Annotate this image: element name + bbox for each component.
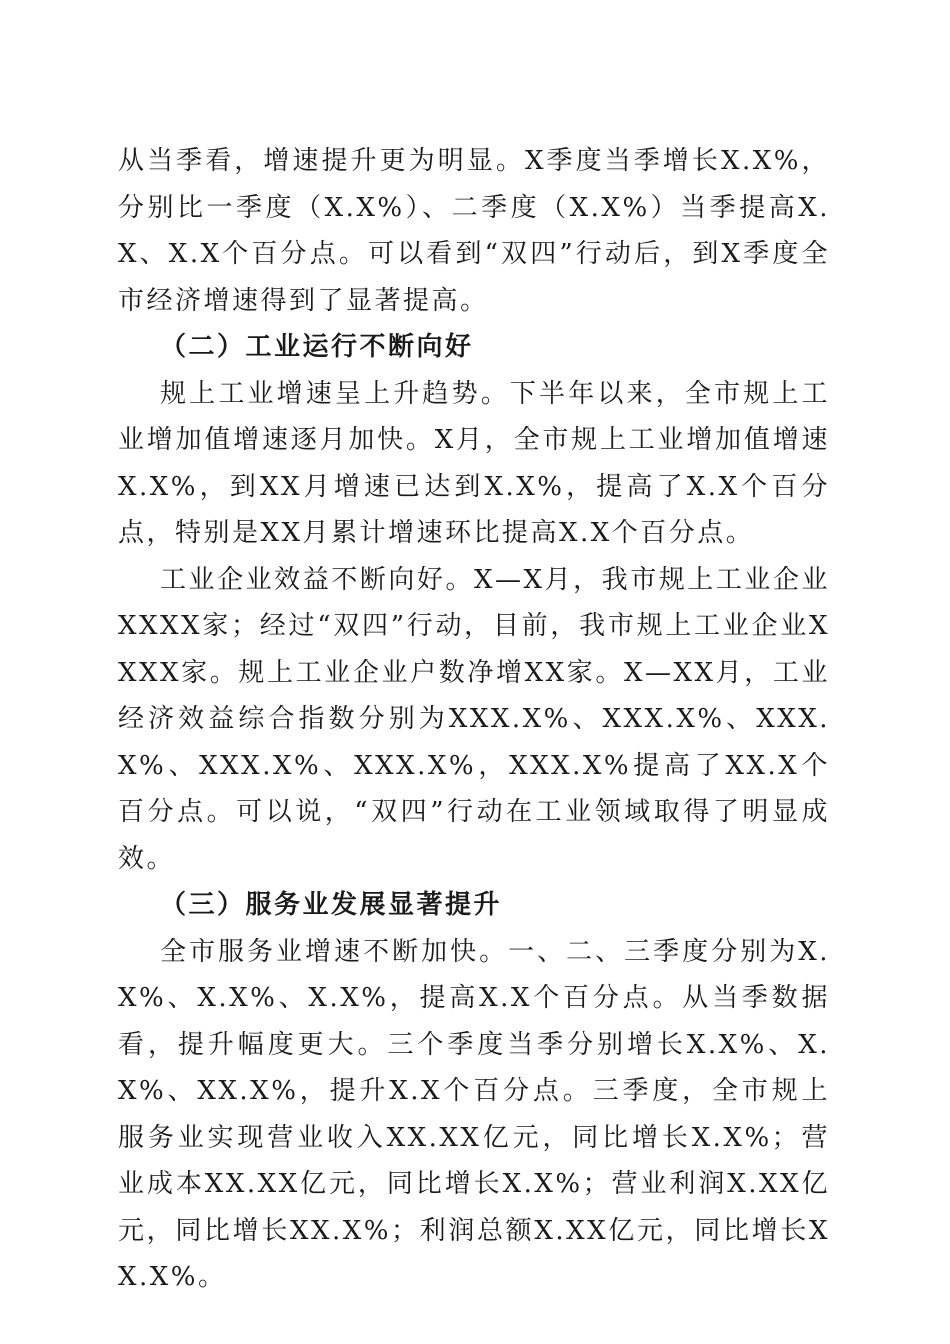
paragraph-industrial-efficiency: 工业企业效益不断向好。X—X月，我市规上工业企业XXXX家；经过“双四”行动，目前，我市规上工业企业XXXX家。规上工业企业户数净增XX家。X—XX月，工业经济效益综合指数分别为XXX.X%、XXX.X%、XXX.X%、XXX.X%、XXX.X%，XXX.X%提高了XX.X个百分点。可以说，“双四”行动在工业领域取得了明显成效。 xyxy=(118,564,830,874)
paragraph-quarterly-growth: 从当季看，增速提升更为明显。X季度当季增长X.X%，分别比一季度（X.X%）、二季度（X.X%）当季提高X.X、X.X个百分点。可以看到“双四”行动后，到X季度全市经济增速得到了显著提高。 xyxy=(118,146,830,316)
document-body xyxy=(118,138,830,1301)
section-heading-services: （三）服务业发展显著提升 xyxy=(160,890,503,920)
section-heading-industry: （二）工业运行不断向好 xyxy=(160,332,474,362)
paragraph-industrial-growth: 规上工业增速呈上升趋势。下半年以来，全市规上工业增加值增速逐月加快。X月，全市规上工业增加值增速X.X%，到XX月增速已达到X.X%，提高了X.X个百分点，特别是XX月累计增速环比提高X.X个百分点。 xyxy=(118,378,830,548)
paragraph-services-growth: 全市服务业增速不断加快。一、二、三季度分别为X.X%、X.X%、X.X%，提高X.X个百分点。从当季数据看，提升幅度更大。三个季度当季分别增长X.X%、X.X%、XX.X%，提升X.X个百分点。三季度，全市规上服务业实现营业收入XX.XX亿元，同比增长X.X%；营业成本XX.XX亿元，同比增长X.X%；营业利润X.XX亿元，同比增长XX.X%；利润总额X.XX亿元，同比增长XX.X%。 xyxy=(118,936,830,1292)
